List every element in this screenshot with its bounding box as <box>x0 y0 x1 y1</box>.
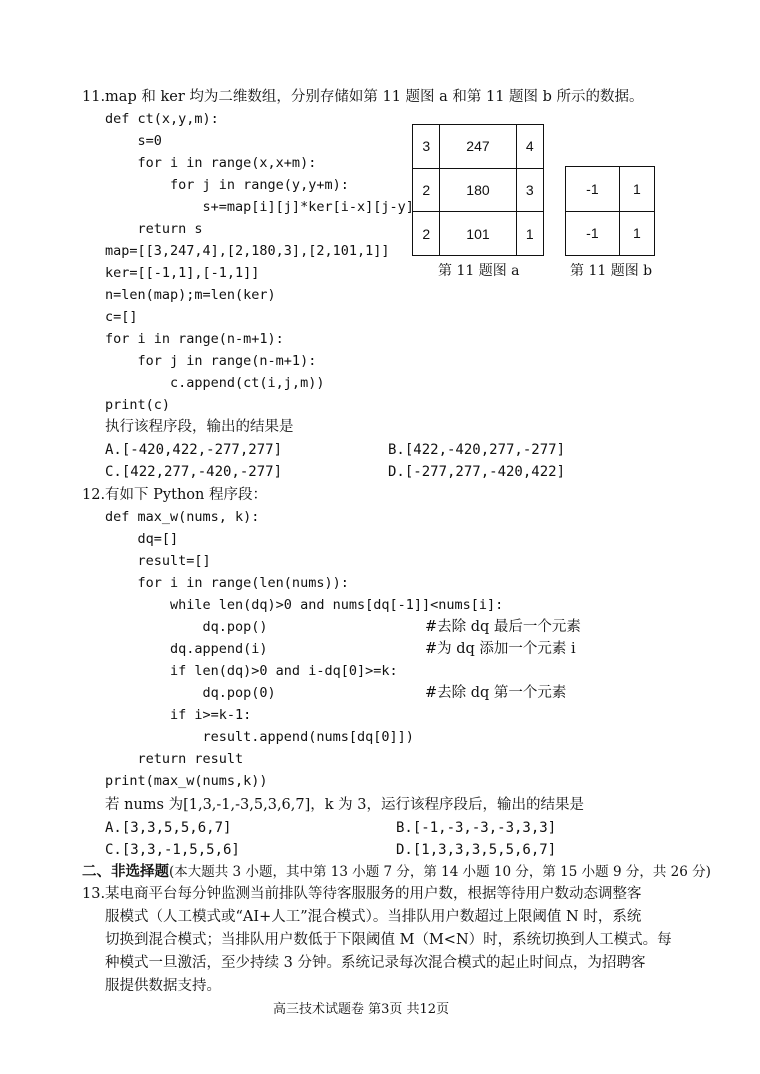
code-line: return result <box>105 751 244 767</box>
grid-cell: 2 <box>413 168 440 212</box>
code-line: print(c) <box>105 397 171 413</box>
code-line: return s <box>105 221 203 237</box>
code-line: result.append(nums[dq[0]]) <box>105 729 414 745</box>
page-footer: 高三技术试题卷 第3页 共12页 <box>273 1002 450 1017</box>
code-line: def max_w(nums, k): <box>105 509 260 525</box>
code-line: for j in range(n-m+1): <box>105 353 317 369</box>
option-b: B.[422,-420,277,-277] <box>388 442 566 458</box>
grid-cell: 180 <box>440 168 516 212</box>
code-comment: #去除 dq 最后一个元素 <box>425 619 581 635</box>
option-c: C.[422,277,-420,-277] <box>105 464 283 480</box>
code-line: while len(dq)>0 and nums[dq[-1]]<nums[i]: <box>105 597 504 613</box>
grid-cell: 247 <box>440 125 516 169</box>
option-a: A.[-420,422,-277,277] <box>105 442 283 458</box>
grid-cell: 1 <box>619 211 654 256</box>
code-line: dq.pop() <box>105 619 268 635</box>
code-line: ker=[[-1,1],[-1,1]] <box>105 265 260 281</box>
grid-cell: 1 <box>619 167 654 212</box>
grid-cell: 2 <box>413 212 440 256</box>
q12-question: 若 nums 为[1,3,-1,-3,5,3,6,7]，k 为 3，运行该程序段后，输出的结果是 <box>105 797 584 813</box>
section-title: 二、非选择题 <box>82 863 169 880</box>
code-line: for j in range(y,y+m): <box>105 177 349 193</box>
code-line: print(max_w(nums,k)) <box>105 773 268 789</box>
grid-cell: -1 <box>566 167 620 212</box>
q13-line: 切换到混合模式；当排队用户数低于下限阈值 M（M<N）时，系统切换到人工模式。每 <box>105 932 672 948</box>
code-line: dq=[] <box>105 531 179 547</box>
q11-stem: 11.map 和 ker 均为二维数组，分别存储如第 11 题图 a 和第 11 题图 b 所示的数据。 <box>82 89 644 105</box>
grid-cell: 3 <box>516 168 543 212</box>
q13-line: 服提供数据支持。 <box>105 978 221 994</box>
code-line: n=len(map);m=len(ker) <box>105 287 276 303</box>
q13-line: 种模式一旦激活，至少持续 3 分钟。系统记录每次混合模式的起止时间点，为招聘客 <box>105 955 646 971</box>
code-comment: #去除 dq 第一个元素 <box>425 685 567 701</box>
code-line: if i>=k-1: <box>105 707 252 723</box>
section-heading <box>82 862 711 882</box>
option-b: B.[-1,-3,-3,-3,3,3] <box>396 820 557 836</box>
option-d: D.[1,3,3,3,5,5,6,7] <box>396 842 557 858</box>
q13-line: 13.某电商平台每分钟监测当前排队等待客服服务的用户数，根据等待用户数动态调整客 <box>82 886 642 902</box>
code-line: s=0 <box>105 133 162 149</box>
option-a: A.[3,3,5,5,6,7] <box>105 820 232 836</box>
grid-cell: 101 <box>440 212 516 256</box>
code-line: dq.pop(0) <box>105 685 276 701</box>
q12-stem: 12.有如下 Python 程序段： <box>82 487 267 503</box>
code-line: s+=map[i][j]*ker[i-x][j-y] <box>105 199 414 215</box>
code-line: if len(dq)>0 and i-dq[0]>=k: <box>105 663 398 679</box>
code-comment: #为 dq 添加一个元素 i <box>425 641 576 657</box>
grid-cell: -1 <box>566 211 620 256</box>
code-line: map=[[3,247,4],[2,180,3],[2,101,1]] <box>105 243 390 259</box>
code-line: c.append(ct(i,j,m)) <box>105 375 325 391</box>
option-c: C.[3,3,-1,5,5,6] <box>105 842 240 858</box>
code-line: for i in range(len(nums)): <box>105 575 349 591</box>
grid-cell: 1 <box>516 212 543 256</box>
grid-cell: 3 <box>413 125 440 169</box>
figure-b-grid <box>565 166 655 256</box>
q11-question: 执行该程序段，输出的结果是 <box>105 419 294 435</box>
code-line: result=[] <box>105 553 211 569</box>
code-line: dq.append(i) <box>105 641 268 657</box>
figure-a-grid <box>412 124 544 256</box>
code-line: c=[] <box>105 309 138 325</box>
figure-b-caption: 第 11 题图 b <box>570 263 653 279</box>
section-note: (本大题共 3 小题，其中第 13 小题 7 分，第 14 小题 10 分，第 15 小题 9 分，共 26 分) <box>169 864 711 880</box>
option-d: D.[-277,277,-420,422] <box>388 464 566 480</box>
code-line: for i in range(x,x+m): <box>105 155 317 171</box>
grid-cell: 4 <box>516 125 543 169</box>
figure-a-caption: 第 11 题图 a <box>438 263 520 279</box>
q13-line: 服模式（人工模式或“AI+人工”混合模式）。当排队用户数超过上限阈值 N 时，系统 <box>105 909 642 925</box>
code-line: def ct(x,y,m): <box>105 111 219 127</box>
code-line: for i in range(n-m+1): <box>105 331 284 347</box>
